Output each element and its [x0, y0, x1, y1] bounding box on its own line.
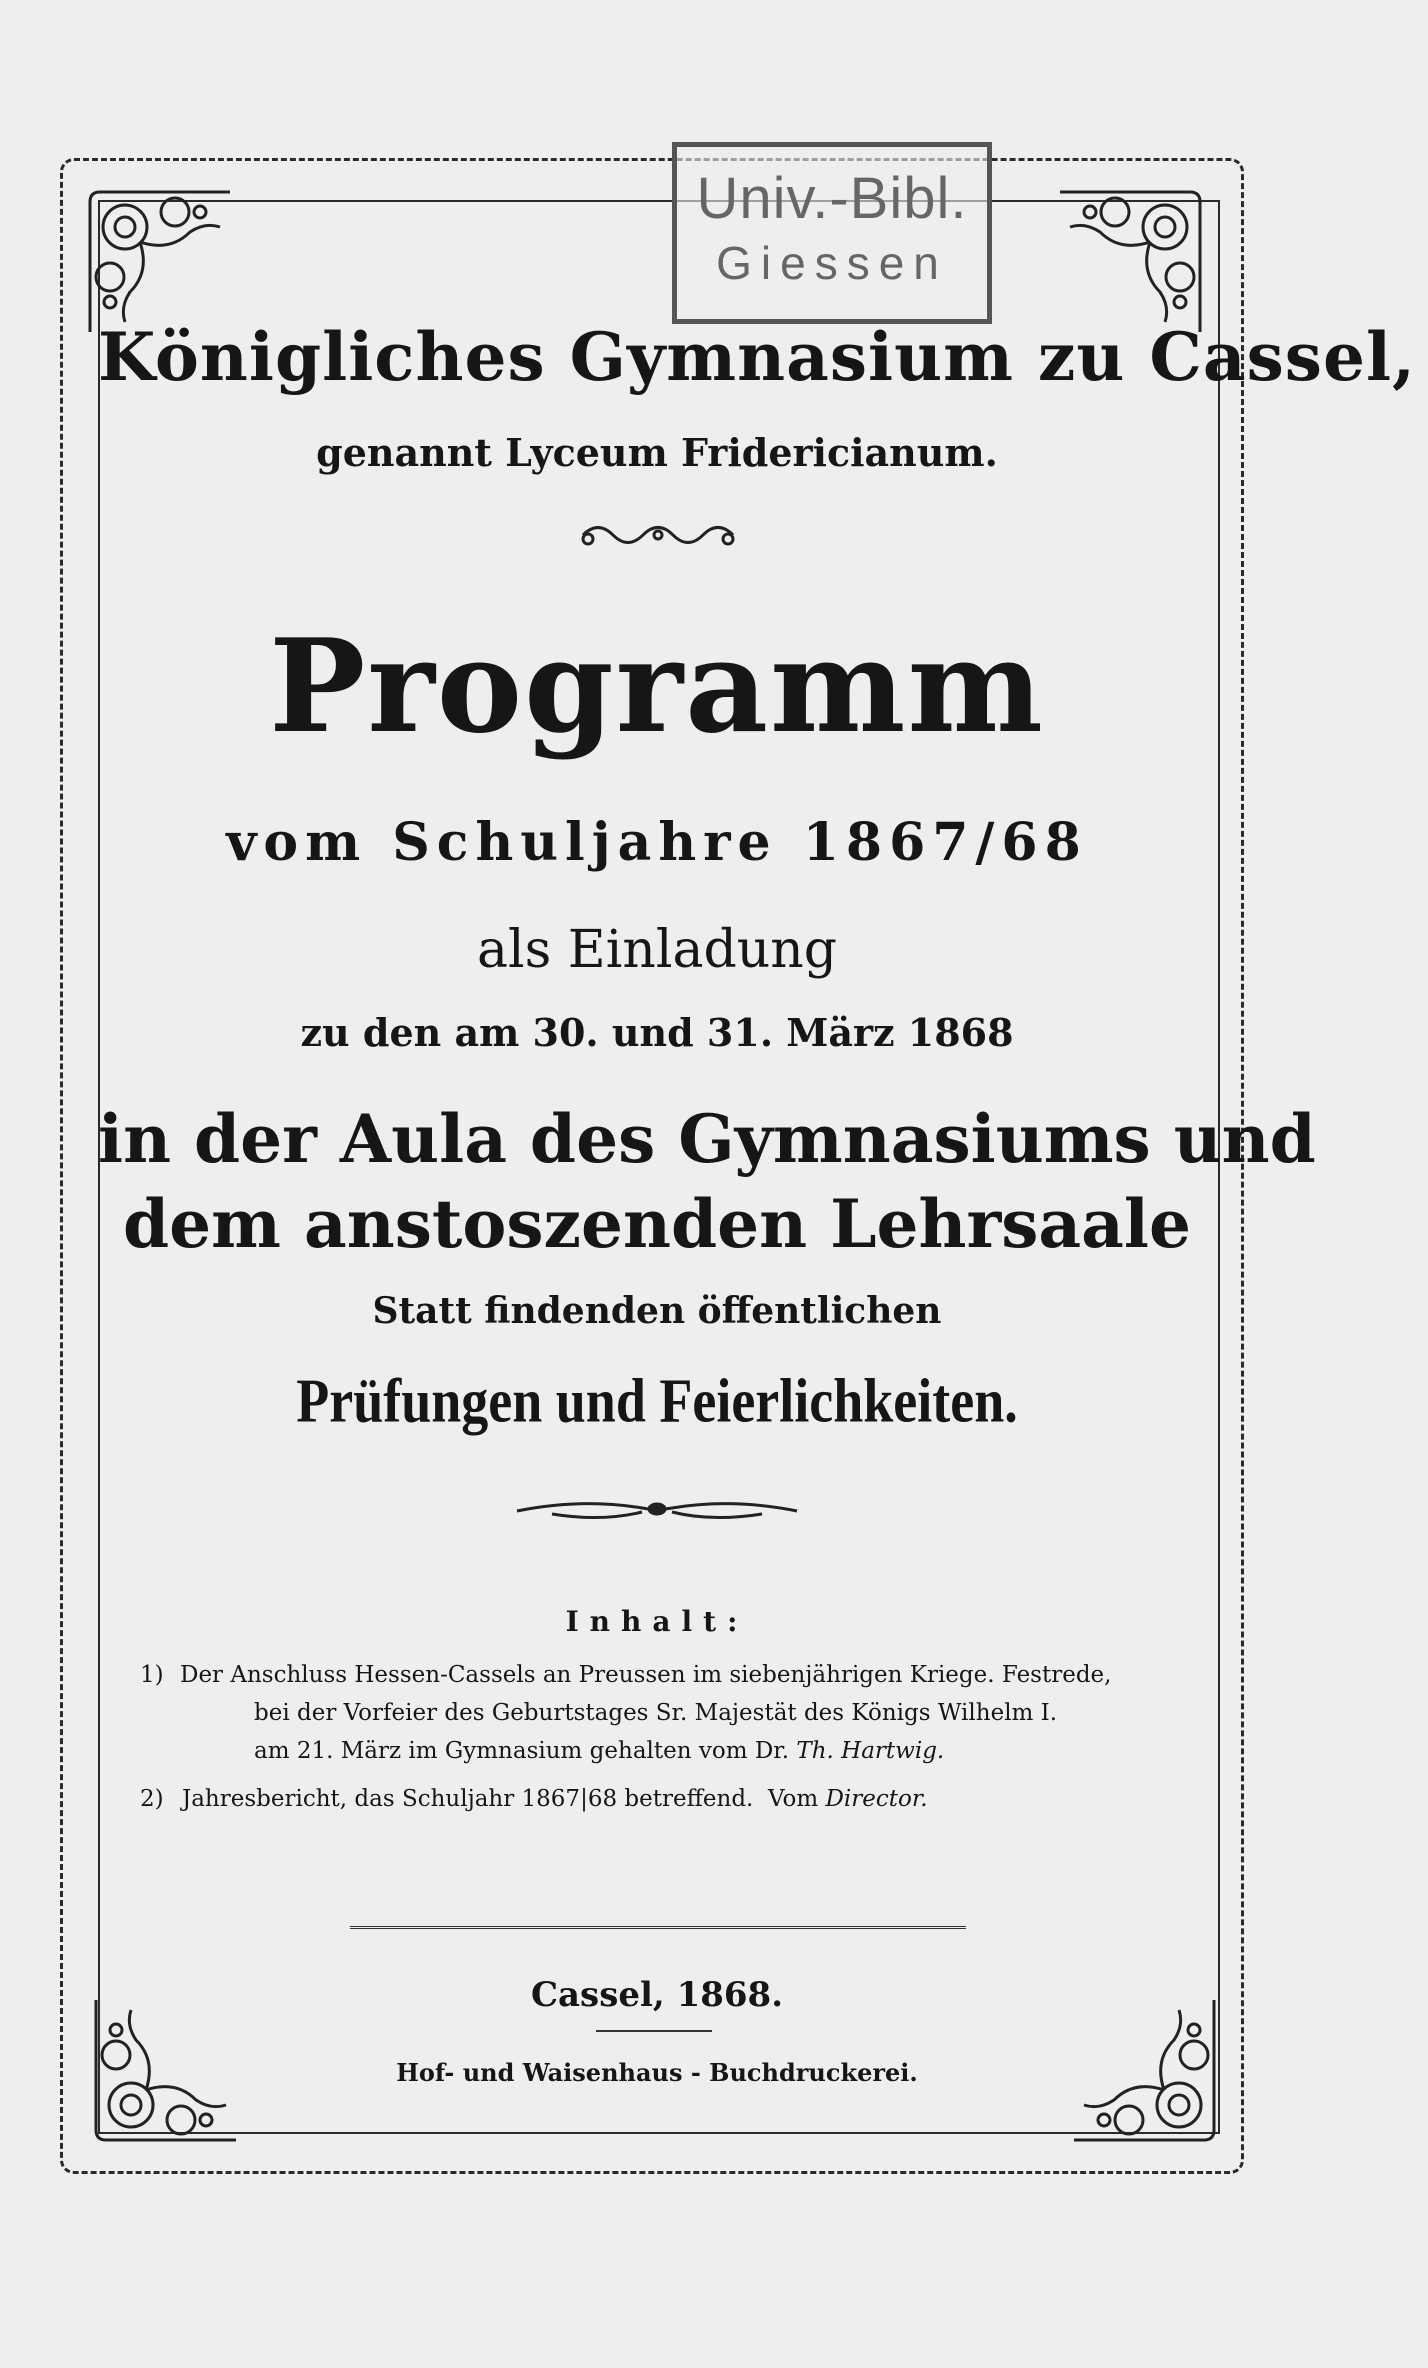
examinations-line: Prüfungen und Feierlichkeiten. [296, 1366, 1018, 1436]
library-stamp [672, 142, 992, 324]
divider-rule [350, 1926, 966, 1929]
school-subname: genannt Lyceum Fridericianum. [316, 430, 998, 475]
invitation-line: als Einladung [476, 920, 838, 980]
contents-item-1-author: Th. Hartwig. [796, 1738, 945, 1764]
contents-item-1-line-3 [254, 1738, 944, 1764]
contents-item-1-line-1: Der Anschluss Hessen-Cassels an Preussen im siebenjährigen Kriege. Festrede, [180, 1662, 1112, 1688]
dates-line: zu den am 30. und 31. März 1868 [300, 1010, 1014, 1055]
contents-heading: Inhalt: [565, 1605, 749, 1638]
statt-line: Statt findenden öffentlichen [372, 1290, 942, 1332]
printer-name: Hof- und Waisenhaus - Buchdruckerei. [396, 2058, 918, 2087]
school-year-line: vom Schuljahre 1867/68 [226, 812, 1088, 873]
contents-item-2-by: Vom [768, 1786, 819, 1812]
stamp-line-2: Giessen [716, 237, 948, 289]
contents-item-1-line-2: bei der Vorfeier des Geburtstages Sr. Majestät des Königs Wilhelm I. [254, 1700, 1058, 1726]
divider-ornament [512, 1496, 802, 1526]
place-and-year: Cassel, 1868. [530, 1975, 784, 2015]
contents-item-2-text: Jahresbericht, das Schuljahr 1867|68 betreffend. [182, 1786, 754, 1812]
program-title: Programm [269, 612, 1045, 762]
contents-item-1-line-3-text: am 21. März im Gymnasium gehalten vom Dr. [254, 1738, 790, 1764]
short-rule [596, 2030, 712, 2032]
venue-line-1: in der Aula des Gymnasiums und [98, 1100, 1316, 1178]
contents-item-2-line [182, 1786, 928, 1812]
contents-item-2-number: 2) [140, 1786, 164, 1812]
contents-item-1-number: 1) [140, 1662, 164, 1688]
flourish-ornament [578, 515, 738, 555]
venue-line-2: dem anstoszenden Lehrsaale [123, 1185, 1191, 1263]
contents-item-2-author: Director. [825, 1786, 928, 1812]
school-name: Königliches Gymnasium zu Cassel, [98, 318, 1417, 396]
stamp-line-1: Univ.-Bibl. [696, 166, 968, 231]
